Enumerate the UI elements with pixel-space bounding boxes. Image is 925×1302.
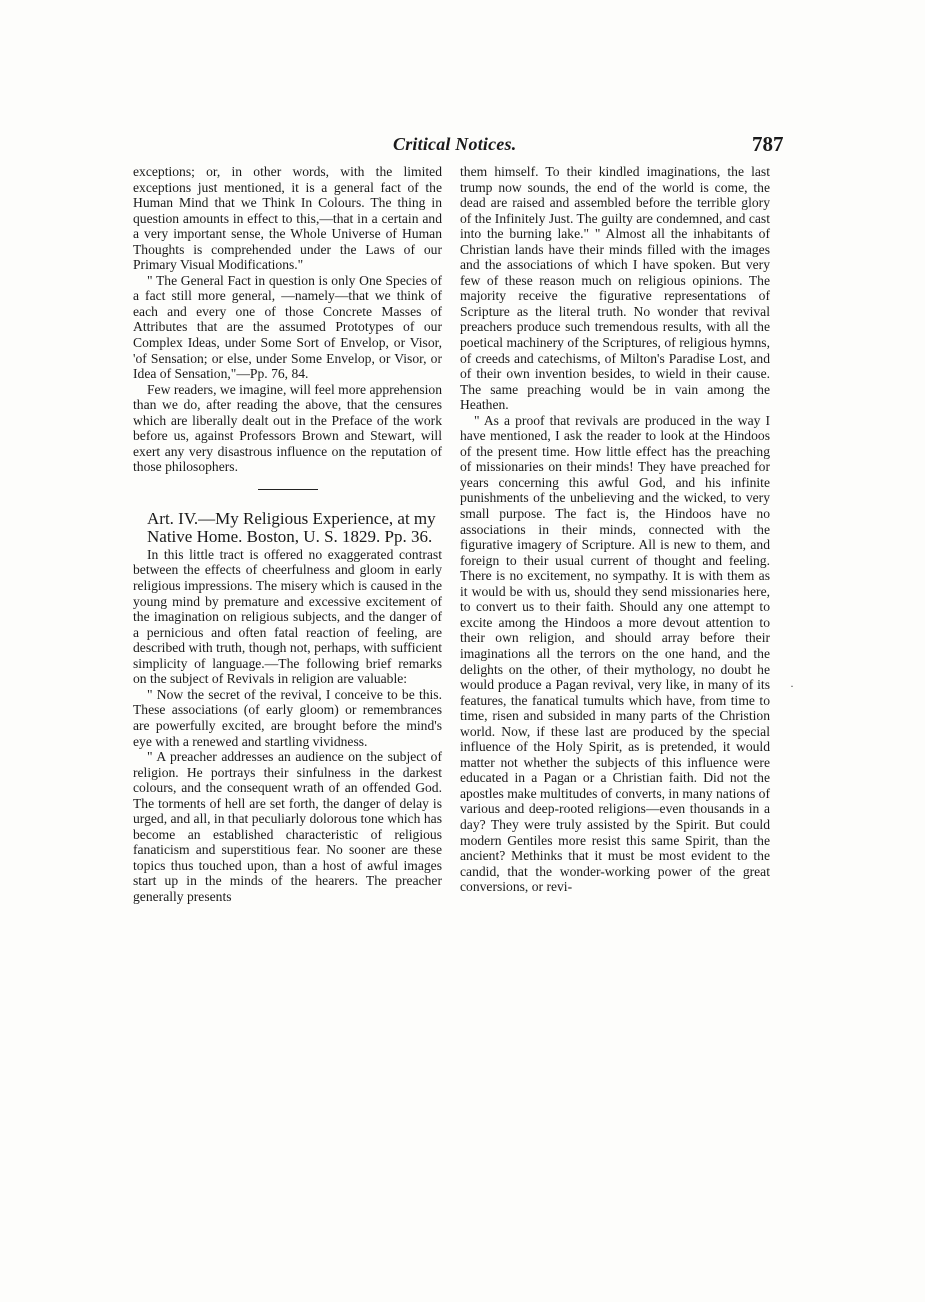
paragraph: them himself. To their kindled imaginations, the last trump now sounds, the end of the world is come, the dead are raised and assembled before the terrible glory of the Infinitely Just. The guilty are condemned, and cast into the burning lake." " Almost all the inhabitants of Christian lands have their minds filled with the images and the associations of which I have spoken. But very few of these reason much on religious opinions. The majority receive the figurative representations of Scripture as the literal truth. No wonder that revival preachers produce such tremendous results, with all the poetical machinery of the Scriptures, of religious hymns, of creeds and catechisms, of Milton's Paradise Lost, and of their own invention besides, to wield in their cause. The same preaching would be in vain among the Heathen.	[460, 164, 770, 413]
paragraph: " The General Fact in question is only One Species of a fact still more general, —namely—that we think of each and every one of those Concrete Masses of Attributes that are the assumed Prototypes of our Complex Ideas, under Some Sort of Envelop, or Visor, 'of Sensation; or else, under Some Envelop, or Visor, or Idea of Sensation,"—Pp. 76, 84.	[133, 272, 442, 382]
paragraph: Few readers, we imagine, will feel more apprehension than we do, after reading the above, that the censures which are liberally dealt out in the Preface of the work before us, against Professors Brown and Stewart, will exert any very disastrous influence on the reputation of those philosophers.	[133, 381, 442, 475]
left-column	[133, 164, 442, 905]
paragraph: " Now the secret of the revival, I conceive to be this. These associations (of early gloom) or remembrances are powerfully excited, are brought before the mind's eye with a renewed and startling vividness.	[133, 686, 442, 749]
paragraph: exceptions; or, in other words, with the limited exceptions just mentioned, it is a general fact of the Human Mind that we Think In Colours. The thing in question amounts in effect to this,—that in a certain and a very important sense, the Whole Universe of Human Thoughts is comprehended under the Laws of our Primary Visual Modifications."	[133, 164, 442, 273]
paragraph: " As a proof that revivals are produced in the way I have mentioned, I ask the reader to look at the Hindoos of the present time. How little effect has the preaching of missionaries on their minds! They have preached for years concerning this awful God, and his infinite punishments of the unbelieving and the wicked, to very small purpose. The fact is, the Hindoos have no associations in their minds, connected with the figurative imagery of Scripture. All is new to them, and foreign to their usual current of thought and feeling. There is no excitement, no sympathy. It is with them as it would be with us, should they send missionaries here, to convert us to their faith. Should any one attempt to excite among the Hindoos a more devout attention to their own religion, and should array before their imaginations all the terrors on the one hand, and the delights on the other, of their mythology, no doubt he would produce a Pagan revival, very like, in many of its features, the fanatical tumults which have, from time to time, risen and subsided in many parts of the Christion world. Now, if these last are produced by the special influence of the Holy Spirit, as is pretended, it would matter not whether the subjects of this influence were educated in a Pagan or a Christian faith. Did not the apostles make multitudes of converts, in many nations of various and deep-rooted religions—even thousands in a day? They were truly assisted by the Spirit. But could modern Gentiles more resist this same Spirit, than the ancient? Methinks that it must be most evident to the candid, that the wonder-working power of the great conversions, or revi-	[460, 412, 770, 895]
running-title: Critical Notices.	[393, 134, 517, 154]
print-speck: ·	[790, 679, 794, 693]
page-number: 787	[752, 132, 784, 156]
paragraph: " A preacher addresses an audience on the subject of religion. He portrays their sinfulness in the darkest colours, and the consequent wrath of an offended God. The torments of hell are set forth, the danger of delay is urged, and all, in that peculiarly dolorous tone which has become an established characteristic of religious fanaticism and superstitious fear. No sooner are these topics thus touched upon, than a host of awful images start up in the minds of the hearers. The preacher generally presents	[133, 749, 442, 904]
paragraph: In this little tract is offered no exaggerated contrast between the effects of cheerfulness and gloom in early religious impressions. The misery which is caused in the young mind by premature and excessive excitement of the imagination on religious subjects, and the danger of a pernicious and often fatal reaction of feeling, are described with truth, though not, perhaps, with sufficient simplicity of language.—The following brief remarks on the subject of Revivals in religion are valuable:	[133, 546, 442, 687]
right-column	[460, 164, 770, 895]
article-heading: Art. IV.—My Religious Experience, at my Native Home. Boston, U. S. 1829. Pp. 36.	[147, 508, 436, 547]
section-divider	[258, 489, 318, 490]
